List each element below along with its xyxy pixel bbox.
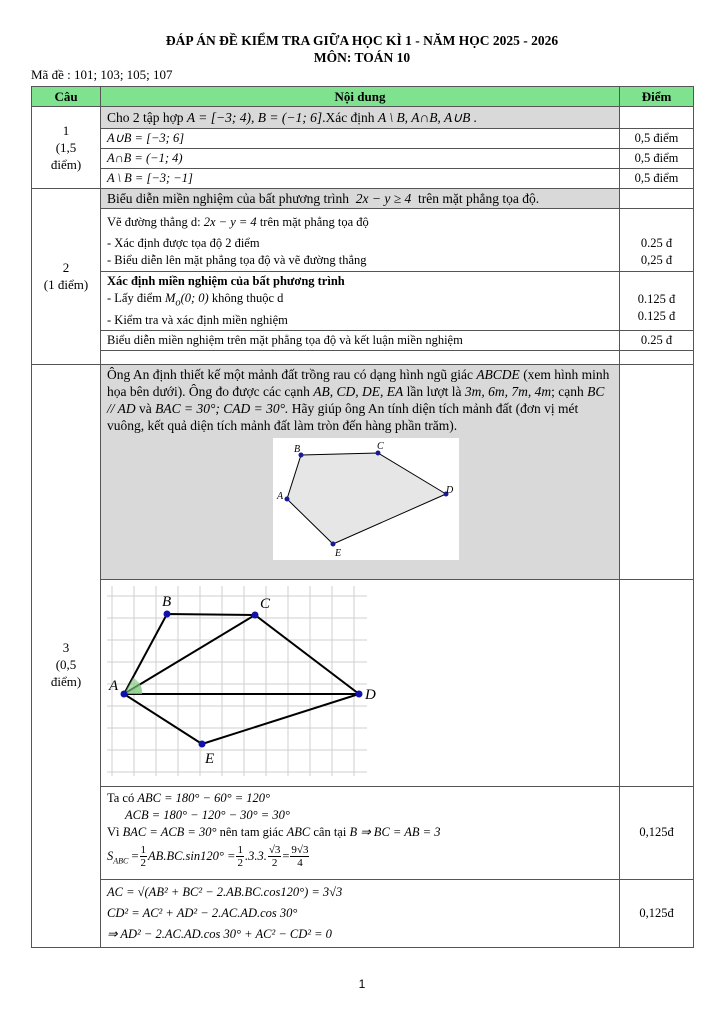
frac-den-4: 4 bbox=[297, 857, 303, 870]
q2-line-points bbox=[620, 209, 694, 272]
q1-prompt-points bbox=[620, 107, 694, 129]
fraction-result bbox=[290, 844, 309, 869]
point-a-label: A bbox=[109, 677, 119, 694]
q2-domain-points bbox=[620, 272, 694, 331]
q3-problem-text3: lần lượt là bbox=[403, 383, 465, 399]
table-row bbox=[32, 149, 694, 169]
diagonal-ac bbox=[124, 615, 255, 694]
q2-step3-prefix: - Lấy điểm bbox=[107, 291, 165, 305]
table-row bbox=[32, 129, 694, 149]
vertex-e-label: E bbox=[335, 547, 342, 559]
sol1-angle-abc: ABC = 180° − 60° = 120° bbox=[137, 790, 271, 805]
sol1-so-triangle: nên tam giác bbox=[216, 824, 287, 839]
q2-step4: - Kiểm tra và xác định miền nghiệm bbox=[107, 312, 288, 327]
fraction-one-half-2 bbox=[236, 844, 244, 869]
point-e-label: E bbox=[205, 750, 215, 767]
q3-problem-shape: ABCDE bbox=[476, 366, 520, 382]
sol1-area-values: .3.3. bbox=[244, 848, 267, 863]
q1-label-text: 1 (1,5 điểm) bbox=[50, 123, 82, 172]
q2-domain-title: Xác định miền nghiệm của bất phương trình bbox=[107, 274, 345, 288]
sol1-triangle-name: ABC bbox=[286, 824, 311, 839]
point-b bbox=[164, 610, 171, 617]
q3-problem-text1: Ông An định thiết kế một mảnh đất trồng rau có dạng hình ngũ giác bbox=[107, 366, 477, 382]
q2-empty-points bbox=[620, 350, 694, 364]
q3-solution2 bbox=[101, 880, 620, 948]
q2-step1: - Xác định được tọa độ 2 điểm bbox=[107, 236, 260, 250]
q2-step4-points: 0.125 đ bbox=[637, 308, 676, 323]
q2-step3-sub: o bbox=[175, 297, 181, 309]
sol1-equal-angles: BAC = ACB = 30° bbox=[122, 824, 217, 839]
q1-points-union: 0,5 điểm bbox=[620, 129, 694, 149]
table-row bbox=[32, 169, 694, 189]
q2-line-cell bbox=[101, 209, 620, 272]
sol1-result: B ⇒ BC = AB = 3 bbox=[349, 824, 441, 839]
q2-step3-math: M bbox=[164, 291, 176, 305]
frac-den-2: 2 bbox=[237, 857, 243, 870]
q2-prompt-text: Biểu diễn miền nghiệm của bất phương trình bbox=[107, 191, 350, 206]
q2-line-suffix: trên mặt phẳng tọa độ bbox=[259, 215, 369, 229]
point-c bbox=[252, 611, 259, 618]
table-header-row bbox=[32, 87, 694, 107]
q3-label-text: 3 (0,5 điểm) bbox=[50, 639, 82, 689]
pentagon-illustration bbox=[273, 438, 459, 560]
sol2-ac: AC = √(AB² + BC² − 2.AB.BC.cos120°) = 3√3 bbox=[107, 885, 343, 899]
q2-prompt-row bbox=[32, 189, 694, 209]
q3-solution1-row bbox=[32, 786, 694, 880]
q2-step1-points: 0.25 đ bbox=[640, 236, 673, 250]
sol1-area-s: S bbox=[107, 848, 114, 863]
q3-problem bbox=[101, 364, 620, 579]
table-row bbox=[32, 350, 694, 364]
point-d-label: D bbox=[365, 686, 376, 703]
sol2-equation: ⇒ AD² − 2.AC.AD.cos 30° + AC² − CD² = 0 bbox=[107, 927, 332, 941]
sol1-isosceles-at: cân tại bbox=[310, 824, 350, 839]
fraction-one-half bbox=[140, 844, 148, 869]
table-row bbox=[32, 330, 694, 350]
q2-step2-points: 0,25 đ bbox=[640, 253, 673, 267]
pentagon-construction-figure bbox=[107, 586, 376, 776]
frac-den-3: 2 bbox=[271, 857, 278, 870]
header-points: Điểm bbox=[620, 87, 694, 107]
q3-problem-lengths: 3m, 6m, 7m, 4m bbox=[464, 383, 552, 399]
q1-answer-intersection: A∩B = (−1; 4) bbox=[101, 149, 620, 169]
frac-num-3: √3 bbox=[268, 844, 281, 857]
sol1-area-formula: AB.BC.sin120° = bbox=[148, 848, 236, 863]
q3-problem-text6: Hãy giúp ông An tính diện tích mảnh đất (đơn vị mét vuông, kết quả diện tích mảnh đất làm tròn đến hàng phần trăm). bbox=[107, 400, 579, 433]
point-a bbox=[121, 690, 128, 697]
sol1-prefix: Ta có bbox=[107, 790, 138, 805]
q3-label bbox=[32, 364, 101, 948]
q2-step3-coords: (0; 0) bbox=[180, 291, 209, 305]
vertex-a-label: A bbox=[277, 490, 284, 502]
fraction-sqrt3-over-2 bbox=[268, 844, 282, 869]
q1-points-difference: 0,5 điểm bbox=[620, 169, 694, 189]
q3-problem-parallel: BC // AD bbox=[107, 383, 605, 416]
frac-num-2: 1 bbox=[237, 844, 243, 857]
page-title: ĐÁP ÁN ĐỀ KIỂM TRA GIỮA HỌC KÌ 1 - NĂM HỌC 2025 - 2026 bbox=[165, 33, 559, 48]
q1-points-intersection: 0,5 điểm bbox=[620, 149, 694, 169]
sol1-angle-acb: ACB = 180° − 120° − 30° = 30° bbox=[125, 807, 290, 822]
q3-problem-sides: AB, CD, DE, EA bbox=[313, 383, 404, 399]
header-content: Nội dung bbox=[101, 87, 620, 107]
vertex-a-dot bbox=[285, 496, 290, 501]
q2-conclusion: Biểu diễn miền nghiệm trên mặt phẳng tọa độ và kết luận miền nghiệm bbox=[101, 330, 620, 350]
point-d bbox=[356, 690, 363, 697]
q3-solution1-points: 0,125đ bbox=[620, 786, 694, 880]
q3-problem-text4: ; cạnh bbox=[551, 383, 588, 399]
vertex-e-dot bbox=[331, 541, 336, 546]
q1-prompt-sets: A = [−3; 4), B = (−1; 6] bbox=[186, 110, 323, 125]
sol2-cd: CD² = AC² + AD² − 2.AC.AD.cos 30° bbox=[107, 906, 298, 920]
q1-prompt-suffix: .Xác định bbox=[322, 110, 378, 125]
q3-problem-text2: (xem hình minh họa bên dưới). Ông đo được các cạnh bbox=[107, 366, 610, 399]
sol1-area-sub: ABC bbox=[113, 856, 129, 865]
q2-line-row bbox=[32, 209, 694, 272]
q3-figure-row bbox=[32, 579, 694, 786]
q2-domain-row bbox=[32, 272, 694, 331]
q2-step3-suffix: không thuộc d bbox=[208, 291, 284, 305]
q2-prompt bbox=[101, 189, 620, 209]
page-number: 1 bbox=[358, 977, 366, 991]
q2-step3-points: 0.125 đ bbox=[637, 291, 676, 306]
header-question: Câu bbox=[32, 87, 101, 107]
q1-prompt-prefix: Cho 2 tập hợp bbox=[107, 110, 187, 125]
point-c-label: C bbox=[260, 595, 271, 612]
q2-prompt-suffix: trên mặt phẳng tọa độ. bbox=[418, 191, 540, 206]
answer-table bbox=[31, 86, 694, 948]
vertex-c-label: C bbox=[377, 440, 384, 452]
page-subtitle: MÔN: TOÁN 10 bbox=[313, 50, 411, 65]
q1-answer-difference: A \ B = [−3; −1] bbox=[101, 169, 620, 189]
q2-label-text: 2 (1 điểm) bbox=[43, 260, 89, 293]
point-b-label: B bbox=[162, 593, 172, 610]
q3-problem-row bbox=[32, 364, 694, 579]
q2-domain-cell bbox=[101, 272, 620, 331]
vertex-b-label: B bbox=[294, 443, 301, 455]
q1-label bbox=[32, 107, 101, 189]
q2-empty-cell bbox=[101, 350, 620, 364]
q3-problem-points bbox=[620, 364, 694, 579]
q2-line-text: Vẽ đường thẳng d: bbox=[107, 215, 201, 229]
q3-solution1: Ta có ABC = 180° − 60° = 120° ACB = 180° − 120° − 30° = 30° Vì BAC = ACB = 30° nên tam giác ABC cân tại B ⇒ BC = AB = 3 $S_{ABC}$ = $\frac{1}{2}$ AB.BC.sin120° = $\frac{1}{2}$ .3.3. $\frac{√3}{2}$ = $\frac{9√3}{4}$ bbox=[101, 786, 620, 880]
q2-line-math: 2x − y = 4 bbox=[203, 215, 257, 229]
q2-label bbox=[32, 189, 101, 365]
q3-problem-angles: BAC = 30°; CAD = 30°. bbox=[155, 400, 289, 416]
q2-step2: - Biểu diễn lên mặt phẳng tọa độ và vẽ đường thẳng bbox=[107, 253, 367, 267]
q2-prompt-points bbox=[620, 189, 694, 209]
frac-num: 1 bbox=[140, 844, 147, 857]
point-e bbox=[199, 740, 206, 747]
q3-figure-cell bbox=[101, 579, 620, 786]
q3-problem-text5: và bbox=[135, 400, 156, 416]
q2-prompt-math: 2x − y ≥ 4 bbox=[355, 191, 412, 206]
q2-conclusion-points: 0.25 đ bbox=[620, 330, 694, 350]
q1-answer-union: A∪B = [−3; 6] bbox=[101, 129, 620, 149]
q1-prompt bbox=[101, 107, 620, 129]
q3-solution2-points: 0,125đ bbox=[620, 880, 694, 948]
exam-codes: Mã đề : 101; 103; 105; 107 bbox=[31, 67, 173, 82]
q3-figure-points bbox=[620, 579, 694, 786]
q3-solution2-row bbox=[32, 880, 694, 948]
q1-prompt-ops: A \ B, A∩B, A∪B . bbox=[377, 110, 478, 125]
q1-prompt-row bbox=[32, 107, 694, 129]
pentagon-outline bbox=[124, 614, 359, 744]
frac-den: 2 bbox=[140, 857, 147, 870]
vertex-d-label: D bbox=[446, 484, 454, 496]
sol1-because: Vì bbox=[107, 824, 123, 839]
frac-num-4: 9√3 bbox=[291, 844, 309, 857]
